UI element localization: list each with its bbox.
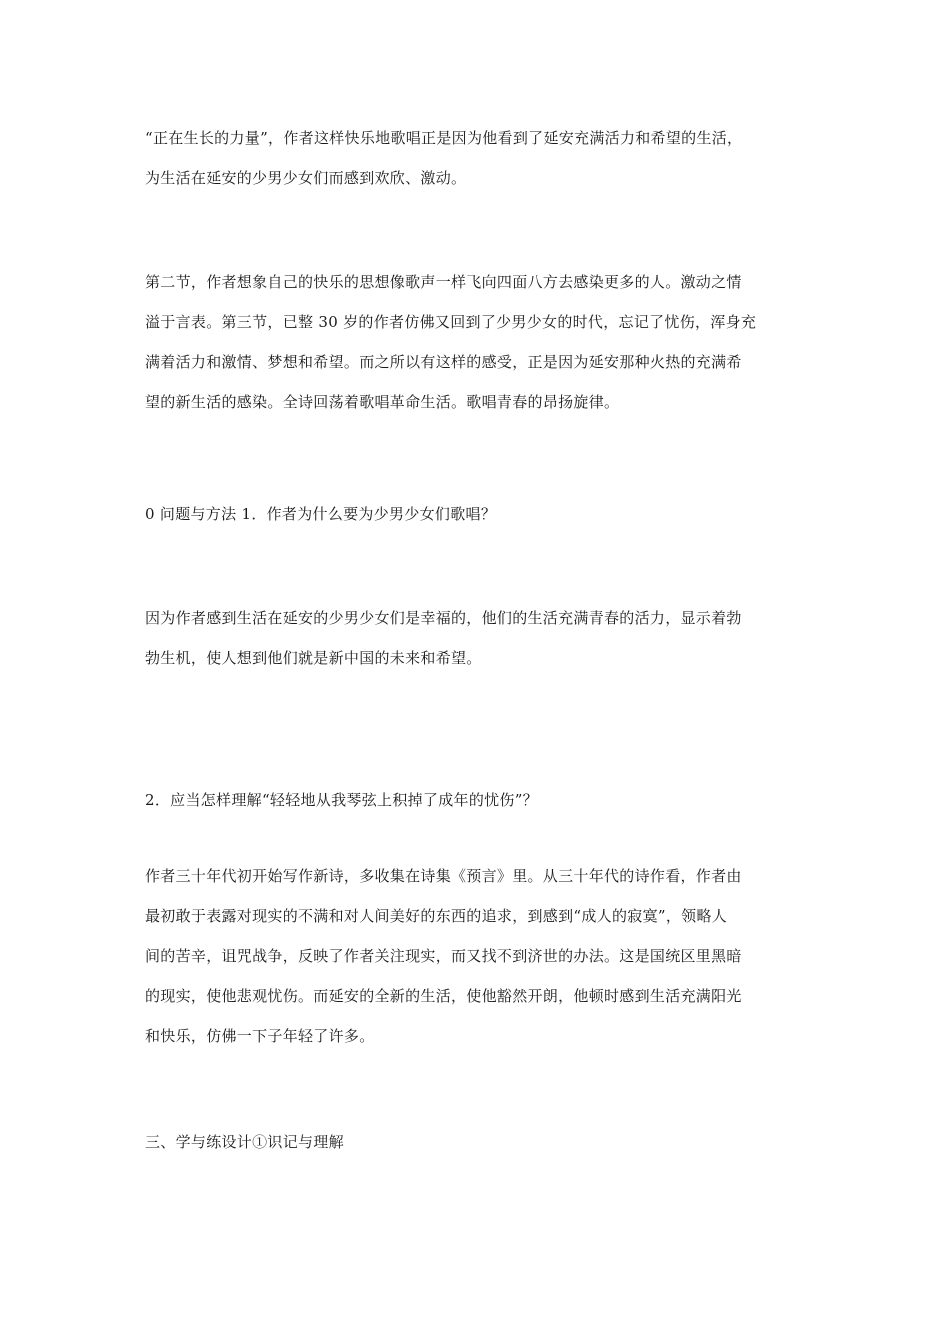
answer-2 <box>145 856 810 1056</box>
text-line: 第二节，作者想象自己的快乐的思想像歌声一样飞向四面八方去感染更多的人。激动之情 <box>145 273 742 291</box>
text-line: 最初敢于表露对现实的不满和对人间美好的东西的追求，到感到“成人的寂寞”，领略人 <box>145 907 728 925</box>
answer-1 <box>145 598 810 678</box>
text-line: 为生活在延安的少男少女们而感到欢欣、激动。 <box>145 169 467 187</box>
paragraph-stanza-analysis <box>145 262 810 422</box>
question-2 <box>145 780 810 820</box>
text-line: 2．应当怎样理解“轻轻地从我琴弦上积掉了成年的忧伤”？ <box>145 791 538 809</box>
text-line: 的现实，使他悲观忧伤。而延安的全新的生活，使他豁然开朗，他顿时感到生活充满阳光 <box>145 987 742 1005</box>
text-line: 望的新生活的感染。全诗回荡着歌唱革命生活。歌唱青春的昂扬旋律。 <box>145 393 620 411</box>
text-line: 满着活力和激情、梦想和希望。而之所以有这样的感受，正是因为延安那种火热的充满希 <box>145 353 742 371</box>
text-line: 和快乐，仿佛一下子年轻了许多。 <box>145 1027 375 1045</box>
text-line: 作者三十年代初开始写作新诗，多收集在诗集《预言》里。从三十年代的诗作看，作者由 <box>145 867 742 885</box>
text-line: 间的苦辛，诅咒战争，反映了作者关注现实，而又找不到济世的办法。这是国统区里黑暗 <box>145 947 742 965</box>
section-heading <box>145 1122 810 1162</box>
text-line: “正在生长的力量”，作者这样快乐地歌唱正是因为他看到了延安充满活力和希望的生活， <box>145 129 743 147</box>
text-line: 勃生机，使人想到他们就是新中国的未来和希望。 <box>145 649 482 667</box>
text-line: 溢于言表。第三节，已整 30 岁的作者仿佛又回到了少男少女的时代，忘记了忧伤，浑身充 <box>145 313 757 331</box>
paragraph-singing-reason <box>145 118 810 198</box>
text-line: 因为作者感到生活在延安的少男少女们是幸福的，他们的生活充满青春的活力，显示着勃 <box>145 609 742 627</box>
question-1 <box>145 494 810 534</box>
text-line: 三、学与练设计①识记与理解 <box>145 1133 344 1151</box>
text-line: 0 问题与方法 1．作者为什么要为少男少女们歌唱？ <box>145 505 497 523</box>
